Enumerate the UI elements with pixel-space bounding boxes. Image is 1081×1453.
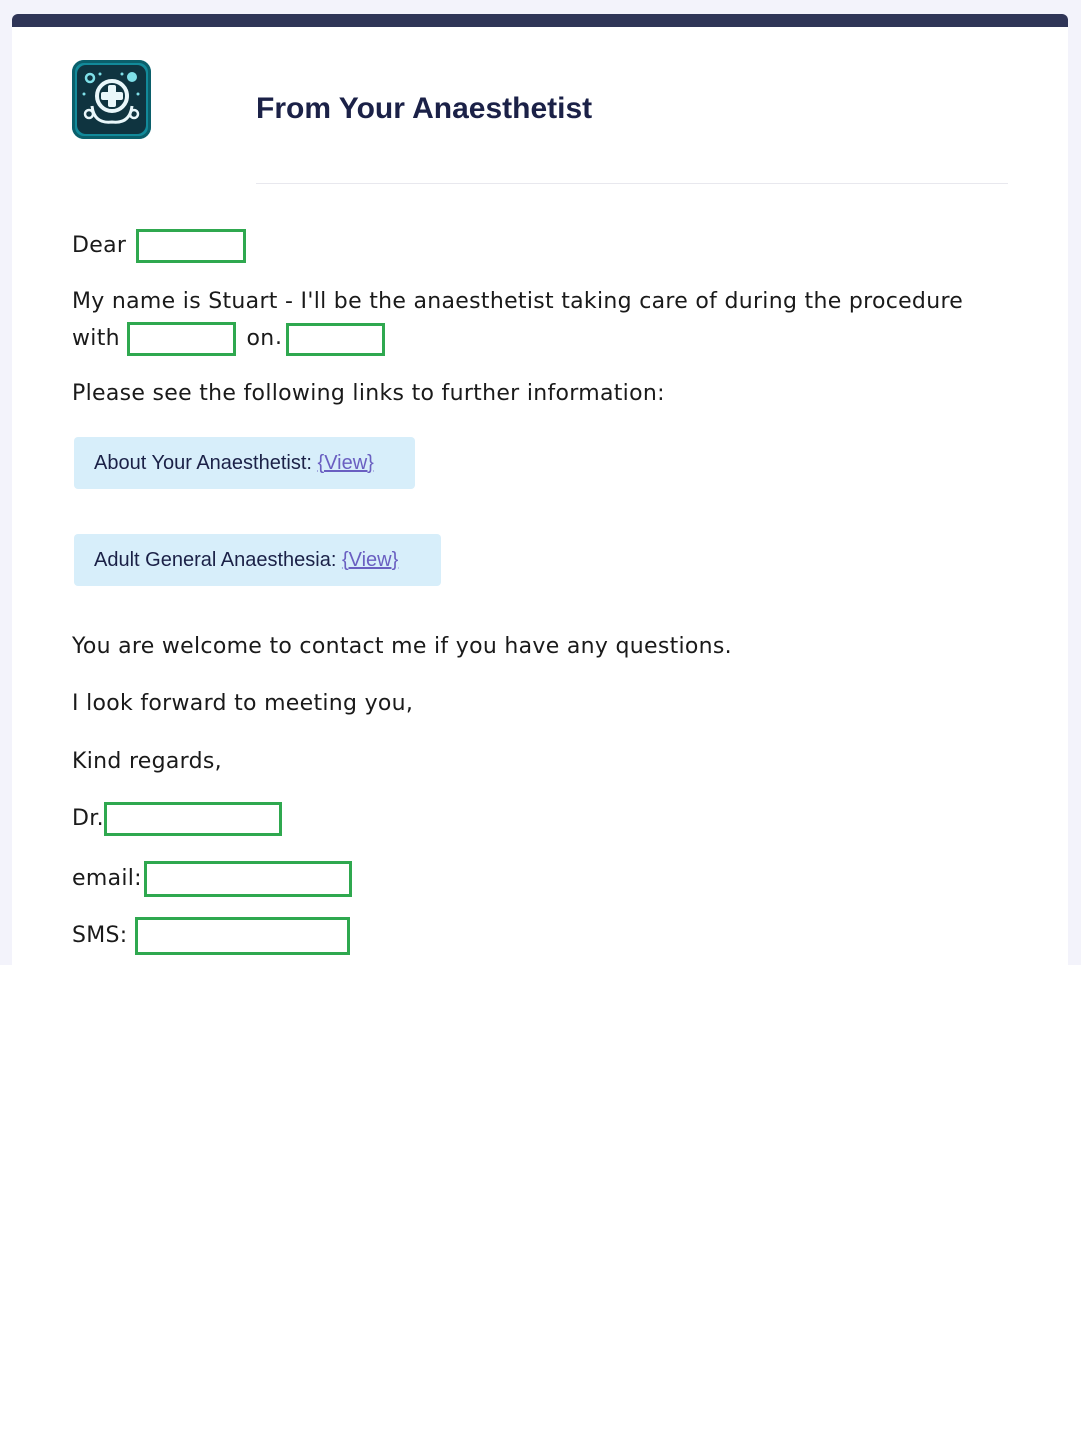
sms-line [72, 917, 350, 955]
sms-redaction [135, 917, 350, 955]
medical-logo-icon [72, 60, 151, 139]
link-label: About Your Anaesthetist: [94, 452, 312, 474]
intro-period-text: . [275, 325, 283, 350]
view-link-adult-general-anaesthesia[interactable]: {View} [341, 549, 399, 571]
greeting-line [72, 229, 246, 263]
sign-off-text: Kind regards, [72, 749, 222, 774]
email-redaction [144, 861, 352, 897]
intro-with-text: with [72, 326, 120, 351]
header-divider [256, 183, 1008, 184]
contact-text: You are welcome to contact me if you have any questions. [72, 634, 732, 659]
surgeon-name-redaction [127, 322, 236, 356]
sms-label: SMS: [72, 923, 128, 948]
doctor-name-line [72, 802, 282, 836]
email-line [72, 861, 352, 897]
intro-on-text: on [246, 326, 275, 351]
dr-label: Dr. [72, 806, 104, 831]
email-label: email: [72, 866, 142, 891]
procedure-date-redaction [286, 323, 385, 356]
recipient-name-redaction [136, 229, 246, 263]
intro-line-1: My name is Stuart - I'll be the anaesthetist taking care of during the procedure [72, 289, 964, 314]
view-link-about-anaesthetist[interactable]: {View} [317, 452, 374, 474]
link-label: Adult General Anaesthesia: [94, 549, 337, 571]
greeting-text: Dear [72, 233, 127, 258]
email-card [12, 14, 1068, 965]
link-card-about-anaesthetist [74, 437, 415, 489]
forward-text: I look forward to meeting you, [72, 691, 414, 716]
link-card-adult-general-anaesthesia [74, 534, 441, 586]
intro-line-2 [72, 322, 385, 356]
links-intro-text: Please see the following links to further information: [72, 381, 665, 406]
page-title: From Your Anaesthetist [256, 92, 593, 125]
doctor-name-redaction [104, 802, 282, 836]
